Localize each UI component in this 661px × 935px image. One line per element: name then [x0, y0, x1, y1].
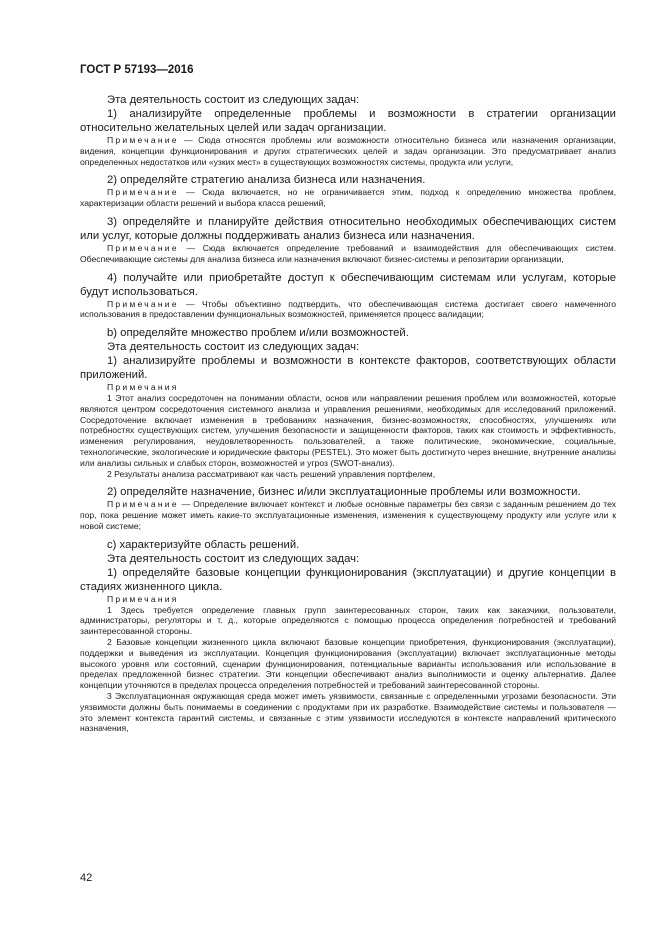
numbered-note: 3 Эксплуатационная окружающая среда может иметь уязвимости, связанные с определенными угрозами безопасности. Эти уязвимости должны быть понимаемы в соединении с продуктами при их разработке. Взаимодействие системы и пользователя — это элемент контекста гарантий системы, и связанные с этим уязвимости исследуются в контексте направлений критического назначения, [80, 690, 616, 734]
body-paragraph: 1) определяйте базовые концепции функционирования (эксплуатации) и другие концепции в стадиях жизненного цикла. [80, 566, 616, 593]
note-text: — Сюда относятся проблемы или возможности относительно бизнеса или назначения организации, видения, концепции функционирования и других стратегических целей и задач организации. Это предусматривает анализ определенных недостатков или «узких мест» в существующих возможностях системы, продукта или услуги, [80, 135, 616, 167]
notes-heading [80, 594, 616, 605]
body-paragraph: c) характеризуйте область решений. [107, 538, 300, 551]
body-paragraph: Эта деятельность состоит из следующих задач: [107, 341, 360, 354]
note [80, 187, 616, 209]
note-text: — Определение включает контекст и любые основные параметры без связи с заданным решением до тех пор, пока решение может иметь какие-то эксплуатационные изменения, изменения к существующему продукту или услуге или к новой системе; [80, 499, 616, 531]
note-label: Примечание [107, 135, 179, 145]
page-content [80, 93, 616, 734]
body-paragraph: 2) определяйте назначение, бизнес и/или эксплуатационные проблемы или возможности. [107, 486, 581, 499]
numbered-note: 1 Здесь требуется определение главных групп заинтересованных сторон, таких как заказчики, пользователи, администраторы, регуляторы и т. д., которые определяются с помощью процесса определения потребностей и требований заинтересованной стороны. [80, 604, 616, 637]
note-text: — Сюда включается определение требований и взаимодействия для обеспечивающих систем. Обеспечивающие системы для анализа бизнеса или назначения включают бизнес-системы и репозитарии организации, [80, 242, 616, 264]
note-label: Примечание [107, 187, 179, 198]
note [80, 135, 616, 167]
body-paragraph: Эта деятельность состоит из следующих задач: [107, 94, 360, 106]
note-label: Примечание [107, 298, 179, 309]
numbered-note: 1 Этот анализ сосредоточен на понимании области, основ или направлении решения проблем или возможностей, которые являются центром сосредоточения системного анализа и управления решениями, необходимых для исследований приложений. Сосредоточение включает изменения в требованиях назначения, бизнес-возможностях, способностях, улучшениях или потребностях существующих систем, улучшения безопасности и защищенности факторов, таких как стоимость и эффективность, изменения регулирования, неудовлетворенность пользователей, а также политические, экономические, социальные, технологические, экологические и юридические факторы (PESTEL). Это может быть достигнуто через внешние, внутренние анализы или анализы сильных и слабых сторон, возможностей и угроз (SWOT-анализ). [80, 392, 616, 468]
page-number: 42 [80, 872, 93, 884]
body-paragraph: 3) определяйте и планируйте действия относительно необходимых обеспечивающих систем или услуг, которые должны поддерживать анализ бизнеса или назначения. [80, 215, 616, 242]
note-text: — Чтобы объективно подтвердить, что обеспечивающая система достигает своего намеченного использования в предоставлении функциональных возможностей, применяется процесс валидации; [80, 298, 616, 320]
body-paragraph: Эта деятельность состоит из следующих задач: [107, 552, 360, 565]
body-paragraph: 1) анализируйте определенные проблемы и возможности в стратегии организации относительно желательных целей или задач организации. [80, 108, 616, 134]
numbered-note: 2 Результаты анализа рассматривают как часть решений управления портфелем, [107, 468, 436, 479]
body-paragraph: 2) определяйте стратегию анализа бизнеса или назначения. [107, 174, 426, 187]
note-label: Примечание [107, 242, 179, 253]
numbered-note: 2 Базовые концепции жизненного цикла включают базовые концепции приобретения, функционирования (эксплуатации), поддержки и выведения из эксплуатации. Концепция функционирования (эксплуатации) включает эксплуатационные методы высокого уровня или состояний, сценарии функционирования, потенциальные варианты использования или использование в пределах предложенной бизнес стратегии. Эти концепции обеспечивают анализ выполнимости и оценку альтернатив. Далее концепции уточняются в пределах процесса определения потребностей и требований заинтересованной стороны. [80, 636, 616, 691]
notes-label: Примечания [107, 593, 179, 604]
body-paragraph: b) определяйте множество проблем и/или возможностей. [107, 327, 409, 340]
notes-heading [80, 382, 616, 393]
document-header: ГОСТ Р 57193—2016 [80, 64, 194, 76]
note-text: — Сюда включается, но не ограничивается этим, подход к определению множества проблем, характеризации области решений и выбора класса решений, [80, 187, 616, 209]
note [80, 499, 616, 531]
body-paragraph: 1) анализируйте проблемы и возможности в контексте факторов, соответствующих области приложений. [80, 355, 616, 382]
notes-label: Примечания [107, 382, 179, 393]
body-paragraph: 4) получайте или приобретайте доступ к обеспечивающим системам или услугам, которые будут использоваться. [80, 271, 616, 298]
note [80, 243, 616, 265]
note [80, 299, 616, 321]
note-label: Примечание [107, 499, 179, 510]
